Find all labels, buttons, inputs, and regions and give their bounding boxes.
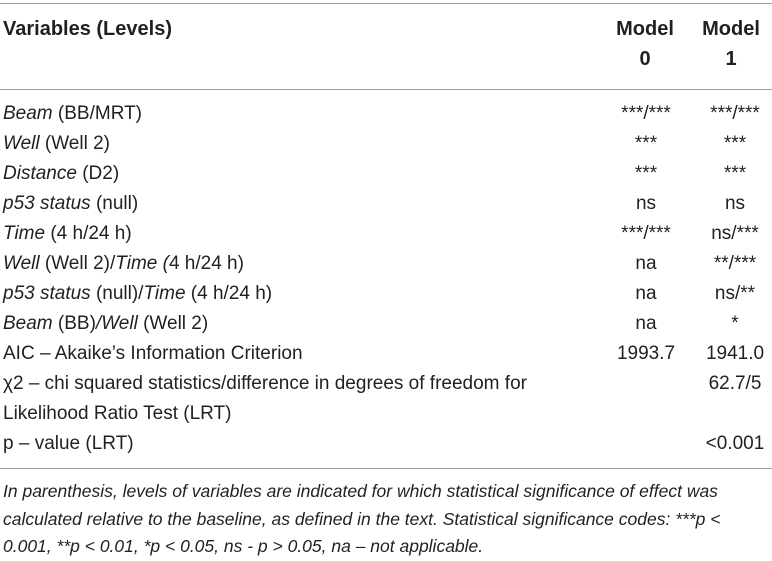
table-row [0,279,772,309]
model-0-value: *** [634,133,658,154]
header-variables: Variables (Levels) [3,18,172,40]
model-1-value: **/*** [713,253,757,274]
header-model-1 [690,14,772,74]
row-label: p53 status (null) [3,193,139,214]
header-model-0-line2: 0 [639,48,651,70]
model-0-value: 1993.7 [616,343,676,364]
table-row [0,189,772,219]
row-label: Well (Well 2)/Time (4 h/24 h) [3,253,244,274]
table-footnote: In parenthesis, levels of variables are indicated for which statistical significance of effect was calculated relative to the baseline, as defined in the text. Statistical significance codes: ***p < 0.001, **p < 0.01, *p < 0.05, ns - p > 0.05, na – not applicable. [3,481,721,556]
table-row [0,129,772,159]
chi-squared-model-1-value: 62.7/5 [708,373,762,394]
model-1-value: *** [723,133,747,154]
model-1-value: 1941.0 [705,343,765,364]
table-row [0,309,772,339]
model-0-value: na [635,313,657,334]
row-label: Beam (BB)/Well (Well 2) [3,313,209,334]
model-1-value: ***/*** [710,103,760,124]
model-0-value: *** [634,163,658,184]
table-row [0,339,772,369]
model-1-value: ns [724,193,746,214]
header-model-0 [595,14,695,74]
model-1-value: *** [723,163,747,184]
table-row [0,429,772,459]
model-1-value: * [731,313,739,334]
model-0-value: na [635,253,657,274]
header-model-1-line2: 1 [725,48,737,70]
table-row [0,249,772,279]
table-row [0,99,772,129]
p-value-label: p – value (LRT) [3,433,134,454]
header-model-0-line1: Model [616,18,674,40]
model-0-value: ns [635,193,657,214]
model-0-value: ***/*** [621,103,671,124]
model-0-value: na [635,283,657,304]
table-row [0,159,772,189]
row-label: AIC – Akaike’s Information Criterion [3,343,303,364]
row-label: p53 status (null)/Time (4 h/24 h) [3,283,273,304]
model-1-value: ns/** [714,283,756,304]
header-model-1-line1: Model [702,18,760,40]
table-row [0,219,772,249]
p-value-model-1-value: <0.001 [705,433,765,454]
row-label: Beam (BB/MRT) [3,103,143,124]
chi-squared-label: χ2 – chi squared statistics/difference in degrees of freedom for Likelihood Ratio Test (LRT) [3,373,527,424]
model-1-value: ns/*** [711,223,759,244]
row-label: Well (Well 2) [3,133,110,154]
table-top-rule [0,3,772,4]
row-label: Time (4 h/24 h) [3,223,132,244]
model-0-value: ***/*** [621,223,671,244]
header-rule [0,89,772,90]
table-bottom-rule [0,468,772,469]
row-label: Distance (D2) [3,163,120,184]
